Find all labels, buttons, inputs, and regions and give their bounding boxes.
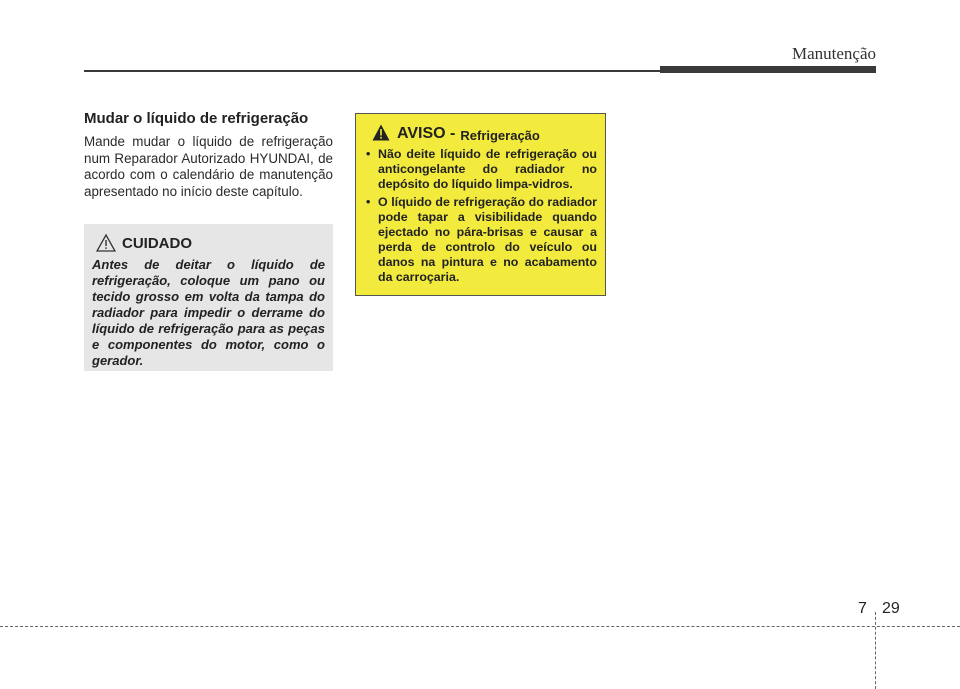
header-accent-bar	[660, 66, 876, 73]
warning-box	[355, 113, 606, 296]
caution-header	[96, 234, 325, 252]
chapter-number: 7	[858, 600, 867, 617]
caution-title: CUIDADO	[122, 234, 192, 252]
warning-header	[372, 124, 597, 143]
section-body: Mande mudar o líquido de refrigeração num Reparador Autorizado HYUNDAI, de acordo com o calendário de manutenção apresentado no início deste capítulo.	[84, 134, 333, 199]
section-title: Mudar o líquido de refrigeração	[84, 110, 309, 127]
warning-triangle-filled-icon	[372, 124, 390, 141]
warning-item-text: O líquido de refrigeração do radiador pode tapar a visibilidade quando ejectado no pára-brisas e causar a perda de controlo do veículo ou danos na pintura e no acabamento da carroçaria.	[378, 195, 597, 284]
warning-title: AVISO -	[397, 125, 456, 142]
chapter-title: Manutenção	[791, 44, 876, 63]
warning-triangle-outline-icon	[96, 234, 116, 252]
header-rule	[84, 70, 660, 72]
footer-rule	[0, 626, 960, 627]
bullet: •	[366, 195, 371, 209]
caution-text: Antes de deitar o líquido de refrigeração, coloque um pano ou tecido grosso em volta da tampa do radiador para impedir o derrame do líquido de refrigeração para as peças e componentes do motor, como o gerador.	[92, 257, 325, 368]
page-number: 29	[882, 600, 900, 617]
warning-item	[366, 195, 597, 285]
warning-item	[366, 147, 597, 192]
warning-list	[366, 147, 597, 285]
warning-subtitle: Refrigeração	[460, 128, 540, 143]
footer-divider	[875, 612, 876, 689]
caution-box	[84, 224, 333, 371]
bullet: •	[366, 147, 371, 161]
warning-item-text: Não deite líquido de refrigeração ou anticongelante do radiador no depósito do líquido limpa-vidros.	[378, 147, 597, 191]
